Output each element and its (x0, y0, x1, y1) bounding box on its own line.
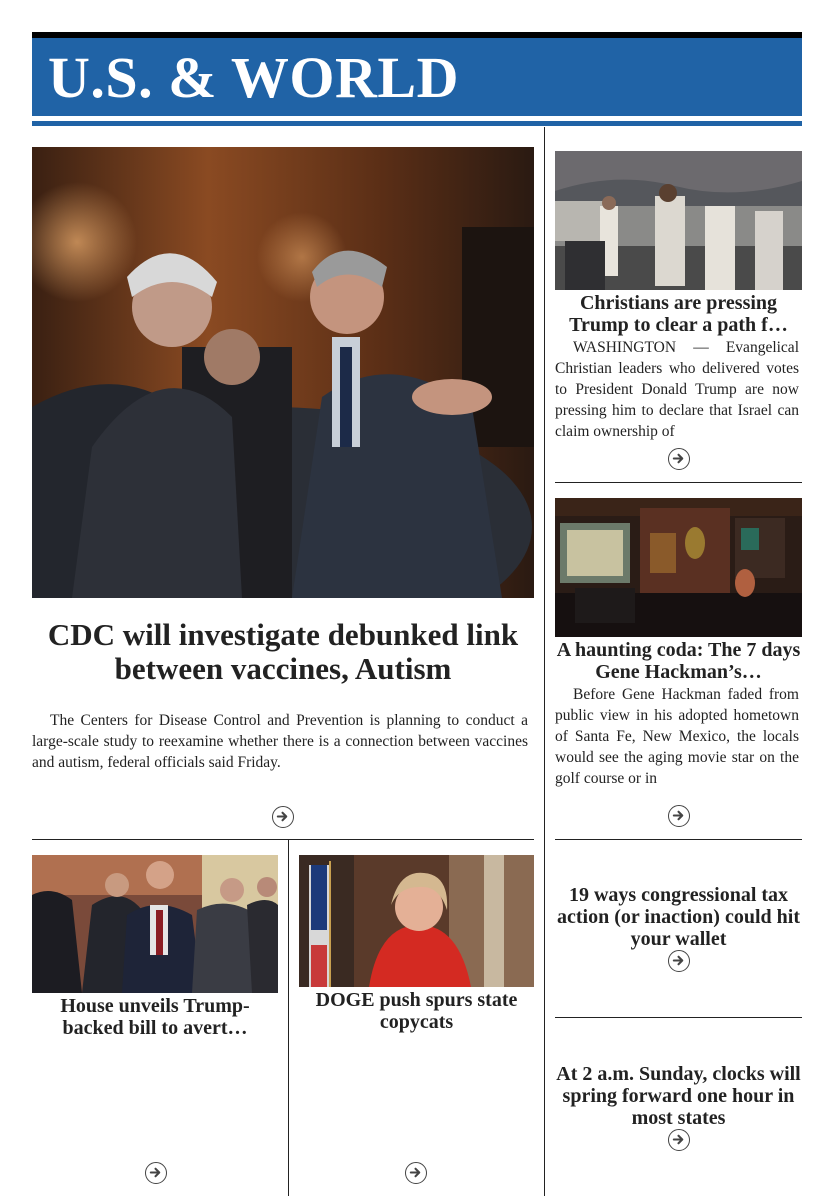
lead-summary: The Centers for Disease Control and Prevention is planning to conduct a large-scale study to reexamine whether there is a connection between vaccines and autism, federal officials said Friday. (32, 712, 528, 771)
story-headline[interactable]: 19 ways congressional tax action (or inaction) could hit your wallet (557, 884, 800, 950)
read-more-arrow-icon[interactable] (668, 448, 690, 470)
read-more-arrow-icon[interactable] (668, 950, 690, 972)
column-divider (544, 127, 545, 1196)
read-more-arrow-icon[interactable] (272, 806, 294, 828)
section-masthead (32, 38, 802, 116)
lead-headline[interactable]: CDC will investigate debunked link between vaccines, Autism (47, 617, 519, 686)
story-headline[interactable]: Christians are pressing Trump to clear a path f… (569, 292, 788, 336)
story-headline[interactable]: House unveils Trump-backed bill to avert… (60, 995, 250, 1039)
story-photo[interactable] (299, 855, 534, 987)
row-divider (32, 839, 534, 840)
story-photo[interactable] (32, 855, 278, 993)
story-photo[interactable] (555, 498, 802, 637)
story-headline[interactable]: At 2 a.m. Sunday, clocks will spring forward one hour in most states (556, 1063, 801, 1129)
read-more-arrow-icon[interactable] (405, 1162, 427, 1184)
story-summary: Before Gene Hackman faded from public view in his adopted hometown of Santa Fe, New Mexico, the locals would see the aging movie star on the golf course or in (555, 686, 799, 787)
row-divider (555, 482, 802, 483)
lead-story-photo[interactable] (32, 147, 534, 598)
masthead-bottom-rule (32, 121, 802, 126)
story-headline[interactable]: DOGE push spurs state copycats (315, 989, 518, 1033)
read-more-arrow-icon[interactable] (145, 1162, 167, 1184)
read-more-arrow-icon[interactable] (668, 1129, 690, 1151)
row-divider (555, 839, 802, 840)
section-title: U.S. & WORLD (48, 45, 459, 110)
story-photo[interactable] (555, 151, 802, 290)
story-headline[interactable]: A haunting coda: The 7 days Gene Hackman’s… (556, 639, 801, 683)
row-divider (555, 1017, 802, 1018)
column-divider (288, 840, 289, 1196)
read-more-arrow-icon[interactable] (668, 805, 690, 827)
story-summary: WASHINGTON — Evangelical Christian leaders who delivered votes to President Donald Trump are now pressing him to declare that Israel can claim ownership of (555, 339, 799, 440)
